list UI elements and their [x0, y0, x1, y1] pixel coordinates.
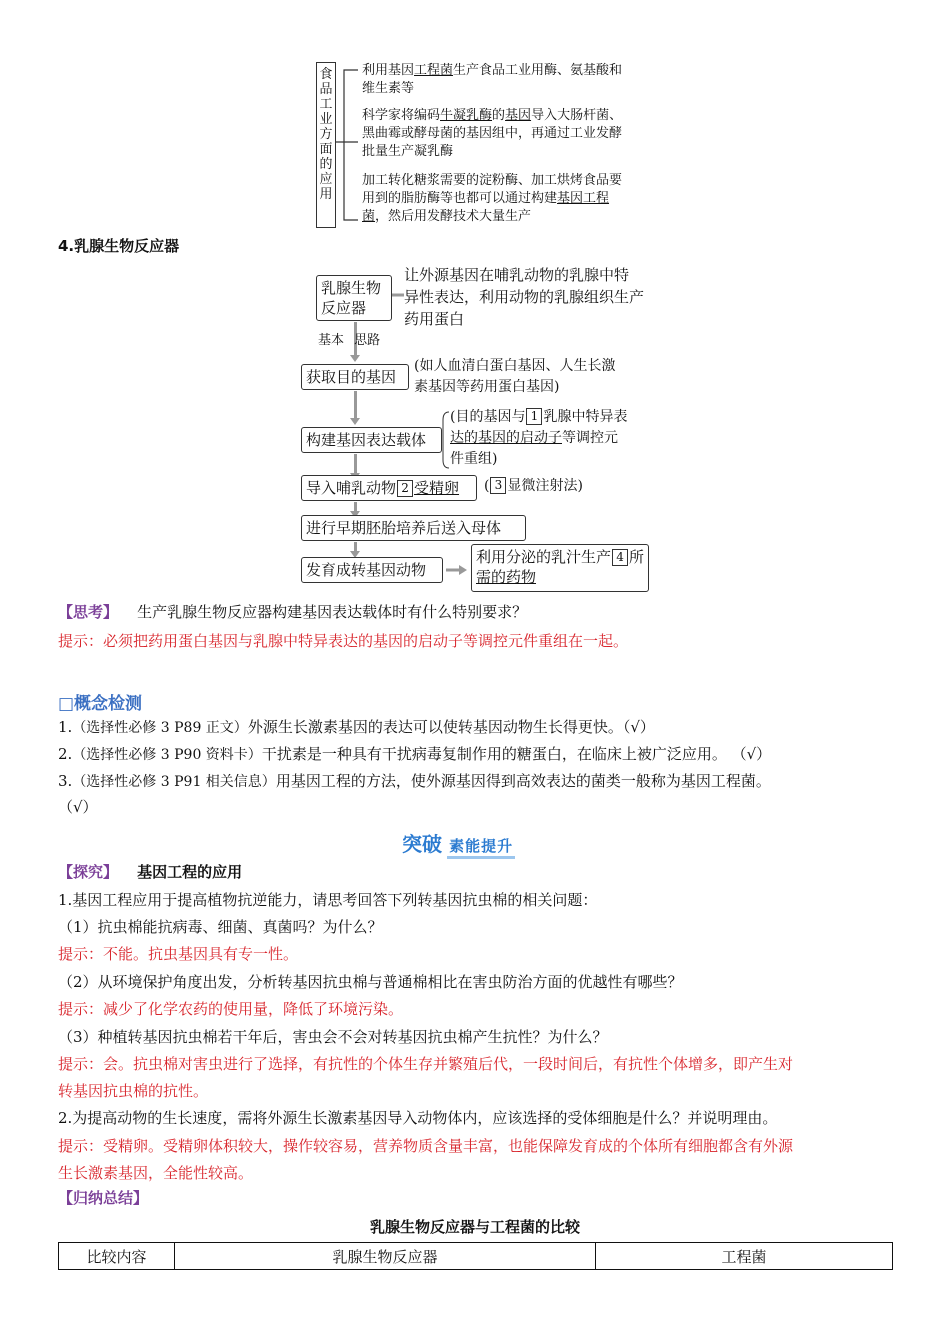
- header-mammary: 乳腺生物反应器: [175, 1243, 596, 1270]
- explore-q1-1: （1）抗虫棉能抗病毒、细菌、真菌吗？为什么？: [58, 918, 383, 936]
- food-item-3: 加工转化糖浆需要的淀粉酶、加工烘烤食品要 用到的脂肪酶等也都可以通过构建基因工程 菌，然后用发酵技术大量生产: [362, 173, 623, 224]
- explore-q1: 1.基因工程应用于提高植物抗逆能力，请思考回答下列转基因抗虫棉的相关问题：: [58, 891, 598, 909]
- step-get-gene: 获取目的基因: [301, 364, 409, 390]
- step-introduce: 导入哺乳动物 2 受精卵: [301, 475, 477, 501]
- table-header-row: [59, 1243, 893, 1270]
- arrow-5: [354, 542, 357, 552]
- note-get-gene: (如人血清白蛋白基因、人生长激 素基因等药用蛋白基因): [414, 358, 616, 395]
- explore-hint-1: 提示：不能。抗虫基因具有专一性。: [58, 945, 299, 963]
- breakthrough-main: 突破: [402, 832, 442, 856]
- explore-hint-2: 提示：减少了化学农药的使用量，降低了环境污染。: [58, 1000, 404, 1018]
- food-item-1: 利用基因工程菌生产食品工业用酶、氨基酸和 维生素等: [362, 63, 623, 96]
- explore-hint-q2: 提示：受精卵。受精卵体积较大，操作较容易，营养物质含量丰富，也能保障发育成的个体所有细胞都含有外源: [58, 1137, 794, 1155]
- explore-q2: 2.为提高动物的生长速度，需将外源生长激素基因导入动物体内，应该选择的受体细胞是什么？并说明理由。: [58, 1109, 778, 1127]
- def-text: 让外源基因在哺乳动物的乳腺中特 异性表达，利用动物的乳腺组织生产 药用蛋白: [404, 266, 645, 328]
- table-title: 乳腺生物反应器与工程菌的比较: [369, 1218, 580, 1236]
- final-arrow: [446, 563, 470, 577]
- breakthrough-banner: [402, 828, 515, 856]
- comparison-table: [58, 1242, 893, 1270]
- food-item-2: 科学家将编码牛凝乳酶的基因导入大肠杆菌、 黑曲霉或酵母菌的基因组中，再通过工业发酵 批量生产凝乳酶: [362, 108, 623, 159]
- header-compare: 比较内容: [59, 1243, 175, 1270]
- concept-item-3-mark: （√）: [58, 798, 98, 816]
- section4-title: 4.乳腺生物反应器: [58, 237, 180, 255]
- final-box: 利用分泌的乳汁生产 4 所 需的药物: [471, 544, 649, 592]
- explore-q1-2: （2）从环境保护角度出发，分析转基因抗虫棉与普通棉相比在害虫防治方面的优越性有哪些？: [58, 973, 683, 991]
- think-hint-line: 提示：必须把药用蛋白基因与乳腺中特异表达的基因的启动子等调控元件重组在一起。: [58, 632, 629, 650]
- note-build-vector: (目的基因与 1 乳腺中特异表 达的基因的启动子等调控元 件重组): [450, 409, 628, 467]
- concept-item-3: 3.（选择性必修 3 P91 相关信息）用基因工程的方法，使外源基因得到高效表达的菌类一般称为基因工程菌。: [58, 772, 771, 790]
- explore-hint-3-cont: 转基因抗虫棉的抗性。: [58, 1082, 209, 1100]
- concept-item-2: 2.（选择性必修 3 P90 资料卡）干扰素是一种具有干扰病毒复制作用的糖蛋白，在临床上被广泛应用。 （√）: [58, 745, 772, 763]
- step-embryo-culture: 进行早期胚胎培养后送入母体: [301, 515, 526, 541]
- step-build-vector: 构建基因表达载体: [301, 427, 442, 453]
- arrow-4: [354, 502, 357, 512]
- basic-idea-label: 基本 思路: [318, 333, 381, 348]
- arrow-2: [354, 391, 357, 419]
- def-box: 乳腺生物反应器: [316, 275, 392, 321]
- header-engineered: 工程菌: [596, 1243, 893, 1270]
- step-develop: 发育成转基因动物: [301, 557, 443, 583]
- explore-q1-3: （3）种植转基因抗虫棉若干年后，害虫会不会对转基因抗虫棉产生抗性？为什么？: [58, 1028, 608, 1046]
- concept-title: □概念检测: [58, 694, 143, 714]
- explore-header: 【探究】 基因工程的应用: [58, 863, 243, 881]
- explore-hint-q2-cont: 生长激素基因，全能性较高。: [58, 1164, 254, 1182]
- note-method: ( 3 显微注射法): [484, 478, 583, 494]
- arrow-3: [354, 454, 357, 474]
- think-question-line: 【思考】 生产乳腺生物反应器构建基因表达载体时有什么特别要求？: [58, 603, 528, 621]
- summary-label: 【归纳总结】: [58, 1189, 149, 1207]
- explore-hint-3: 提示：会。抗虫棉对害虫进行了选择，有抗性的个体生存并繁殖后代，一段时间后，有抗性个体增多，即产生对: [58, 1055, 794, 1073]
- food-industry-label: 食 品 工 业 方 面 的 应 用: [316, 62, 336, 228]
- concept-item-1: 1.（选择性必修 3 P89 正文）外源生长激素基因的表达可以使转基因动物生长得更快。（√）: [58, 718, 655, 736]
- breakthrough-sub: 素能提升: [447, 835, 515, 859]
